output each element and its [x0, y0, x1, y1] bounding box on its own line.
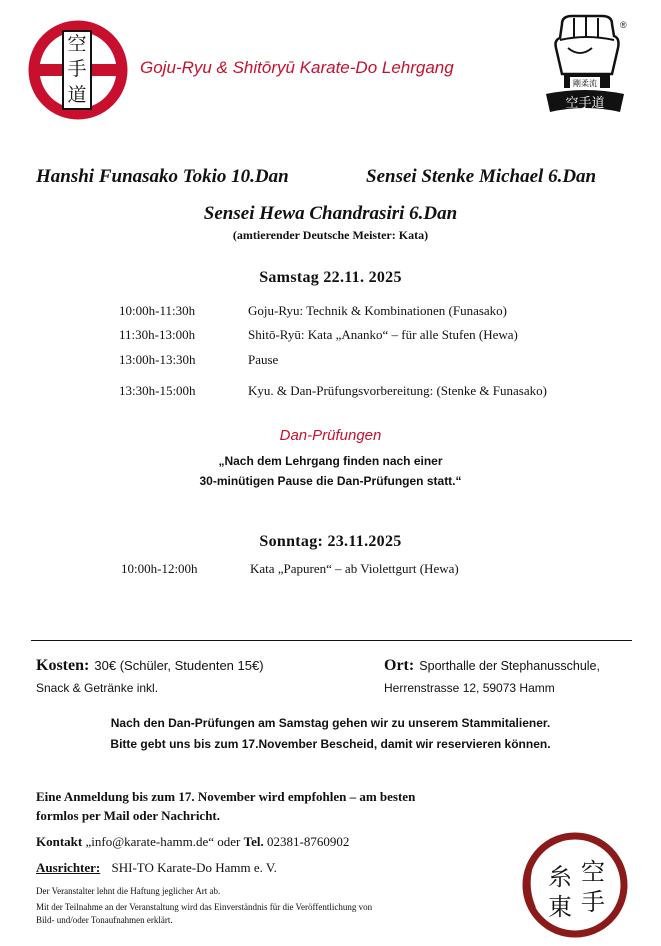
disclaimer-line: Mit der Teilnahme an der Veranstaltung wird das Einverständnis für die Veröffentlichung von	[36, 902, 373, 912]
exam-title: Dan-Prüfungen	[279, 427, 382, 444]
schedule-desc: Kyu. & Dan-Prüfungsvorbereitung: (Stenke & Funasako)	[248, 383, 547, 398]
logo-char: 手	[67, 58, 87, 81]
schedule-time: 11:30h-13:00h	[119, 327, 196, 342]
registration-line: Eine Anmeldung bis zum 17. November wird empfohlen – am besten	[36, 789, 416, 804]
exam-note-line: „Nach dem Lehrgang finden nach einer	[218, 454, 443, 468]
shito-ryu-logo	[520, 830, 630, 940]
contact-label: Kontakt	[36, 834, 83, 849]
svg-text:空: 空	[581, 858, 605, 886]
location	[384, 655, 600, 675]
disclaimer-line: Der Veranstalter lehnt die Haftung jeglicher Art ab.	[36, 886, 221, 896]
schedule-desc: Pause	[248, 352, 279, 367]
logo-char: 空	[67, 33, 87, 56]
svg-text:空手道: 空手道	[565, 96, 605, 111]
svg-text:手: 手	[581, 888, 605, 916]
costs-label: Kosten:	[36, 657, 90, 674]
contact-email[interactable]: „info@karate-hamm.de“	[85, 834, 215, 849]
schedule-desc: Kata „Papuren“ – ab Violettgurt (Hewa)	[250, 561, 459, 576]
organizer-label: Ausrichter:	[36, 860, 101, 875]
contact-phone[interactable]: 02381-8760902	[263, 834, 350, 849]
contact	[36, 834, 349, 850]
organizer	[36, 860, 277, 876]
brush-circle-icon	[520, 830, 630, 940]
costs-value: 30€ (Schüler, Studenten 15€)	[94, 658, 264, 673]
fist-icon	[540, 12, 630, 117]
sunday-title: Sonntag: 23.11.2025	[259, 533, 402, 550]
page-title: Goju-Ryu & Shitōryū Karate-Do Lehrgang	[140, 58, 454, 77]
divider	[31, 640, 632, 641]
logo-kanji-box	[62, 30, 92, 110]
dinner-note-line: Nach den Dan-Prüfungen am Samstag gehen wir zu unserem Stammitaliener.	[110, 716, 551, 730]
schedule-time: 10:00h-12:00h	[121, 561, 198, 576]
logo-char: 道	[67, 83, 87, 106]
contact-separator: oder	[214, 834, 244, 849]
instructor-stenke: Sensei Stenke Michael 6.Dan	[366, 166, 597, 187]
instructor-hewa: Sensei Hewa Chandrasiri 6.Dan	[203, 203, 458, 224]
svg-text:東: 東	[548, 893, 572, 921]
svg-text:糸: 糸	[548, 863, 572, 891]
goju-ryu-fist-logo	[540, 12, 630, 117]
svg-text:剛柔流: 剛柔流	[573, 79, 597, 88]
schedule-desc: Goju-Ryu: Technik & Kombinationen (Funasako)	[248, 303, 508, 318]
exam-note-line: 30-minütigen Pause die Dan-Prüfungen statt.“	[199, 474, 462, 488]
registration-line: formlos per Mail oder Nachricht.	[36, 808, 221, 823]
costs-note: Snack & Getränke inkl.	[36, 681, 159, 695]
karate-do-logo-left	[28, 20, 128, 120]
location-label: Ort:	[384, 657, 415, 674]
schedule-time: 10:00h-11:30h	[119, 303, 196, 318]
location-value: Sporthalle der Stephanusschule,	[419, 659, 600, 673]
saturday-title: Samstag 22.11. 2025	[259, 269, 402, 286]
schedule-time: 13:30h-15:00h	[119, 383, 196, 398]
location-address: Herrenstrasse 12, 59073 Hamm	[384, 681, 555, 695]
instructor-funasako: Hanshi Funasako Tokio 10.Dan	[36, 166, 289, 187]
disclaimer-line: Bild- und/oder Tonaufnahmen erklärt.	[36, 915, 173, 925]
dinner-note-line: Bitte gebt uns bis zum 17.November Bescheid, damit wir reservieren können.	[110, 737, 551, 751]
registered-mark: ®	[620, 20, 627, 30]
organizer-value: SHI-TO Karate-Do Hamm e. V.	[111, 860, 277, 875]
schedule-desc: Shitō-Ryū: Kata „Ananko“ – für alle Stufen (Hewa)	[248, 327, 518, 342]
contact-tel-label: Tel.	[243, 834, 264, 849]
costs	[36, 655, 264, 675]
schedule-time: 13:00h-13:30h	[119, 352, 196, 367]
instructor-hewa-note: (amtierender Deutsche Meister: Kata)	[232, 228, 429, 242]
